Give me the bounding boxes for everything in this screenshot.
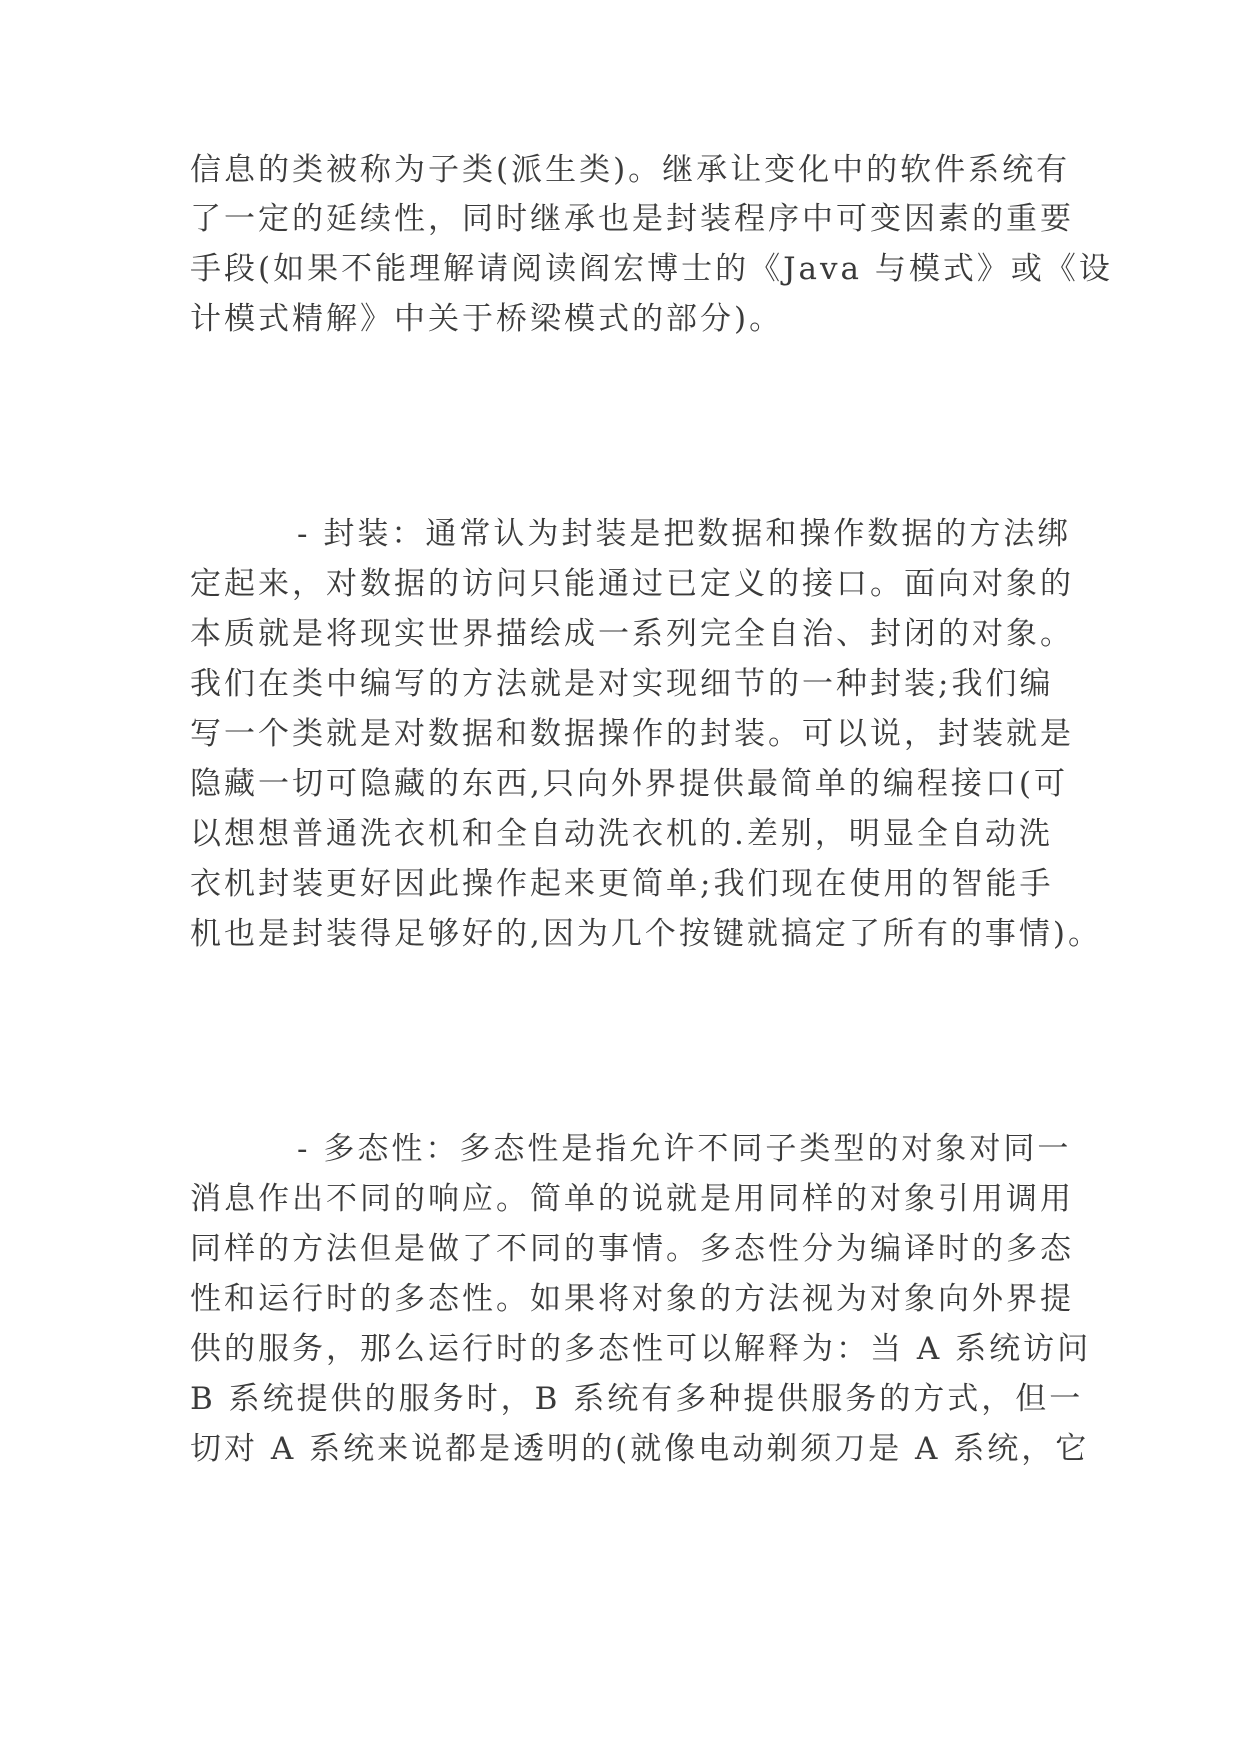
text-line: 以想想普通洗衣机和全自动洗衣机的.差别，明显全自动洗: [190, 816, 1053, 852]
text-line: 写一个类就是对数据和数据操作的封装。可以说，封装就是: [190, 716, 1074, 752]
text-line: 隐藏一切可隐藏的东西,只向外界提供最简单的编程接口(可: [190, 766, 1068, 802]
text-line: 切对 A 系统来说都是透明的(就像电动剃须刀是 A 系统，它: [190, 1431, 1090, 1467]
text-line: 本质就是将现实世界描绘成一系列完全自治、封闭的对象。: [190, 616, 1074, 652]
text-line: B 系统提供的服务时，B 系统有多种提供服务的方式，但一: [190, 1381, 1084, 1417]
text-line: - 封装：通常认为封装是把数据和操作数据的方法绑: [297, 516, 1072, 552]
text-line: 信息的类被称为子类(派生类)。继承让变化中的软件系统有: [190, 152, 1071, 188]
text-line: 定起来，对数据的访问只能通过已定义的接口。面向对象的: [190, 566, 1074, 602]
text-line: 供的服务，那么运行时的多态性可以解释为：当 A 系统访问: [190, 1331, 1092, 1367]
text-line: 机也是封装得足够好的,因为几个按键就搞定了所有的事情)。: [190, 916, 1102, 952]
text-line: 手段(如果不能理解请阅读阎宏博士的《Java 与模式》或《设: [190, 251, 1113, 287]
text-line: 计模式精解》中关于桥梁模式的部分)。: [190, 301, 784, 337]
text-line: 消息作出不同的响应。简单的说就是用同样的对象引用调用: [190, 1181, 1074, 1217]
text-line: 性和运行时的多态性。如果将对象的方法视为对象向外界提: [190, 1281, 1074, 1317]
text-line: 我们在类中编写的方法就是对实现细节的一种封装;我们编: [190, 666, 1054, 702]
text-line: 衣机封装更好因此操作起来更简单;我们现在使用的智能手: [190, 866, 1054, 902]
text-line: 了一定的延续性，同时继承也是封装程序中可变因素的重要: [190, 201, 1074, 237]
text-line: - 多态性：多态性是指允许不同子类型的对象对同一: [297, 1131, 1072, 1167]
text-line: 同样的方法但是做了不同的事情。多态性分为编译时的多态: [190, 1231, 1074, 1267]
